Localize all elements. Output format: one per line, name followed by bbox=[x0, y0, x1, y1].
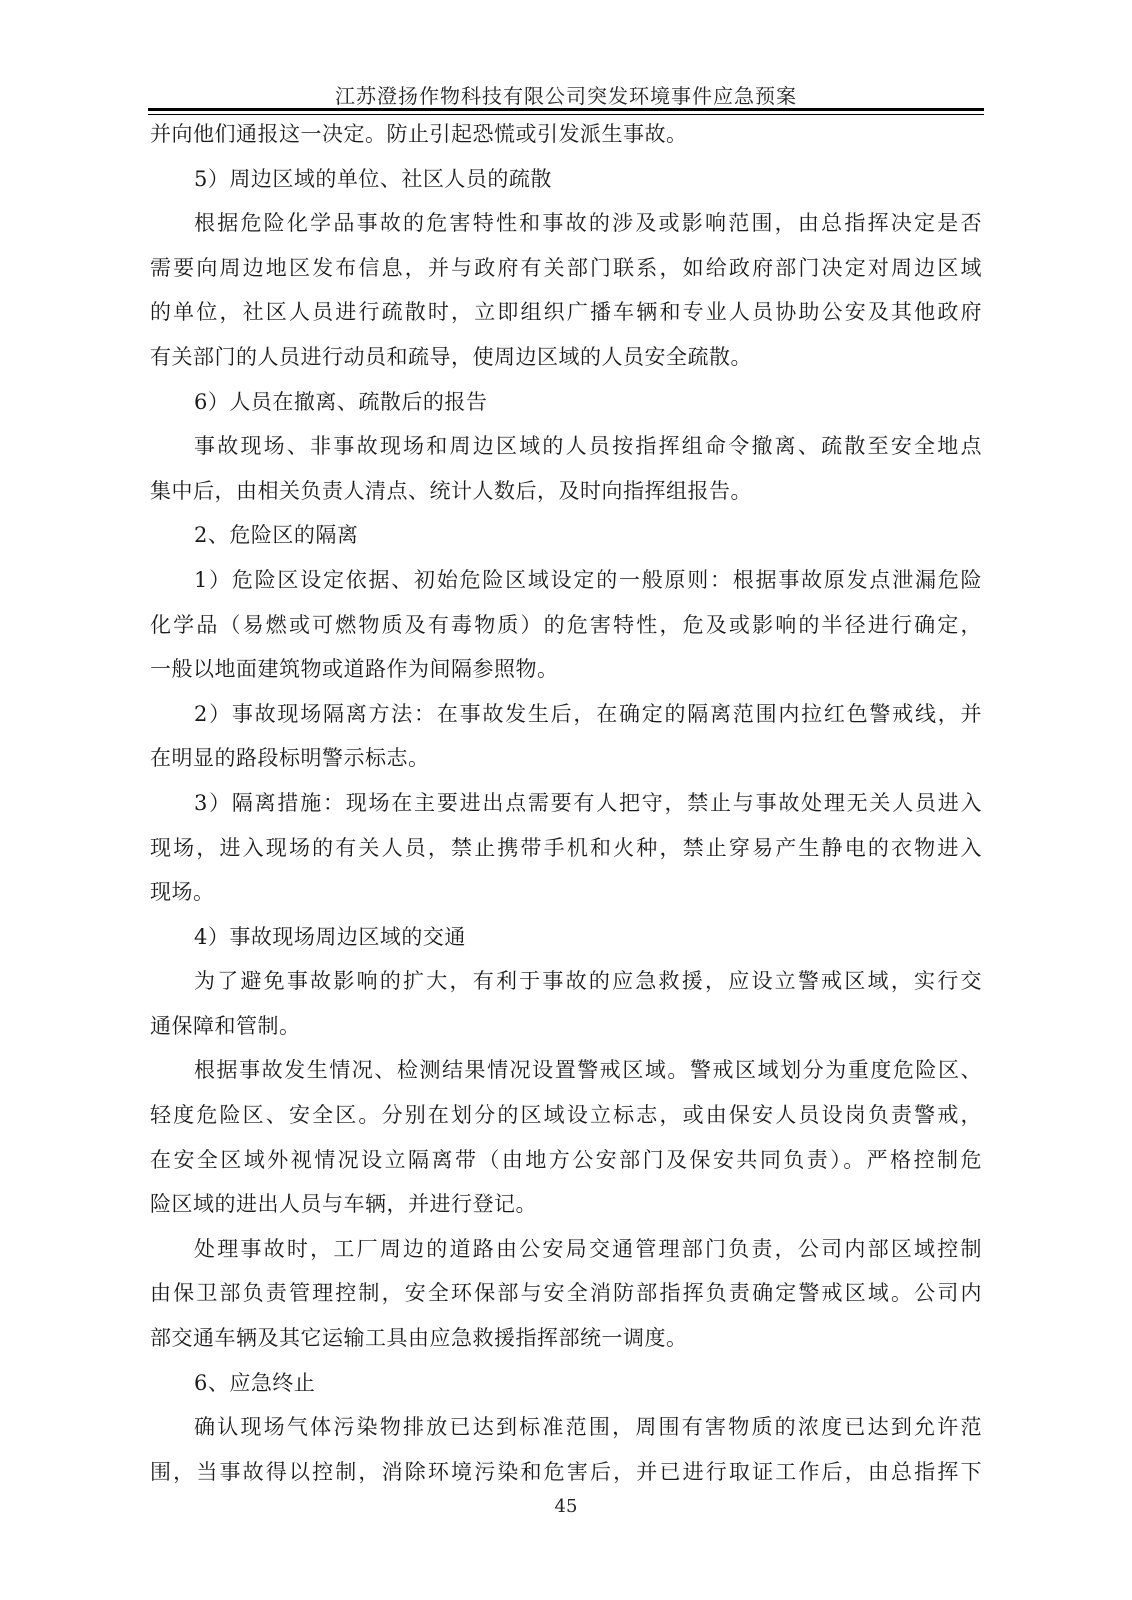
text-line: 2、危险区的隔离 bbox=[194, 523, 359, 548]
text-line: 为了避免事故影响的扩大，有利于事故的应急救援，应设立警戒区域，实行交 bbox=[194, 969, 982, 994]
text-line: 由保卫部负责管理控制，安全环保部与安全消防部指挥负责确定警戒区域。公司内 bbox=[150, 1281, 982, 1306]
text-line: 围，当事故得以控制，消除环境污染和危害后，并已进行取证工作后，由总指挥下 bbox=[150, 1459, 982, 1484]
text-line: 的单位，社区人员进行疏散时，立即组织广播车辆和专业人员协助公安及其他政府 bbox=[150, 300, 982, 325]
running-header: 江苏澄扬作物科技有限公司突发环境事件应急预案 bbox=[335, 84, 797, 108]
text-line: 1）危险区设定依据、初始危险区域设定的一般原则：根据事故原发点泄漏危险 bbox=[194, 567, 982, 592]
text-line: 化学品（易燃或可燃物质及有毒物质）的危害特性，危及或影响的半径进行确定， bbox=[150, 612, 982, 637]
text-line: 确认现场气体污染物排放已达到标准范围，周围有害物质的浓度已达到允许范 bbox=[194, 1415, 982, 1440]
text-line: 在安全区域外视情况设立隔离带（由地方公安部门及保安共同负责）。严格控制危 bbox=[150, 1147, 982, 1172]
page-number: 45 bbox=[554, 1496, 578, 1517]
body-text bbox=[150, 112, 982, 1494]
text-line: 轻度危险区、安全区。分别在划分的区域设立标志，或由保安人员设岗负责警戒， bbox=[150, 1103, 982, 1128]
text-line: 3）隔离措施：现场在主要进出点需要有人把守，禁止与事故处理无关人员进入 bbox=[194, 790, 982, 815]
text-line: 5）周边区域的单位、社区人员的疏散 bbox=[194, 166, 552, 191]
text-line: 并向他们通报这一决定。防止引起恐慌或引发派生事故。 bbox=[150, 122, 688, 146]
text-line: 部交通车辆及其它运输工具由应急救援指挥部统一调度。 bbox=[150, 1326, 688, 1351]
text-line: 6）人员在撤离、疏散后的报告 bbox=[194, 389, 488, 414]
text-line: 处理事故时，工厂周边的道路由公安局交通管理部门负责，公司内部区域控制 bbox=[194, 1236, 982, 1261]
text-line: 通保障和管制。 bbox=[150, 1013, 301, 1038]
text-line: 现场。 bbox=[150, 880, 215, 905]
text-line: 一般以地面建筑物或道路作为间隔参照物。 bbox=[150, 657, 559, 682]
text-line: 现场，进入现场的有关人员，禁止携带手机和火种，禁止穿易产生静电的衣物进入 bbox=[150, 835, 982, 860]
text-line: 6、应急终止 bbox=[194, 1370, 316, 1395]
text-line: 集中后，由相关负责人清点、统计人数后，及时向指挥组报告。 bbox=[150, 478, 752, 503]
text-line: 2）事故现场隔离方法：在事故发生后，在确定的隔离范围内拉红色警戒线，并 bbox=[194, 701, 982, 726]
text-line: 有关部门的人员进行动员和疏导，使周边区域的人员安全疏散。 bbox=[150, 344, 752, 369]
text-line: 需要向周边地区发布信息，并与政府有关部门联系，如给政府部门决定对周边区域 bbox=[150, 255, 982, 280]
text-line: 根据事故发生情况、检测结果情况设置警戒区域。警戒区域划分为重度危险区、 bbox=[194, 1058, 982, 1083]
text-line: 4）事故现场周边区域的交通 bbox=[194, 924, 466, 949]
text-line: 险区域的进出人员与车辆，并进行登记。 bbox=[150, 1192, 537, 1217]
header-rule-thick bbox=[148, 108, 984, 111]
text-line: 根据危险化学品事故的危害特性和事故的涉及或影响范围，由总指挥决定是否 bbox=[194, 211, 982, 236]
text-line: 在明显的路段标明警示标志。 bbox=[150, 746, 430, 771]
text-line: 事故现场、非事故现场和周边区域的人员按指挥组命令撤离、疏散至安全地点 bbox=[194, 434, 982, 459]
